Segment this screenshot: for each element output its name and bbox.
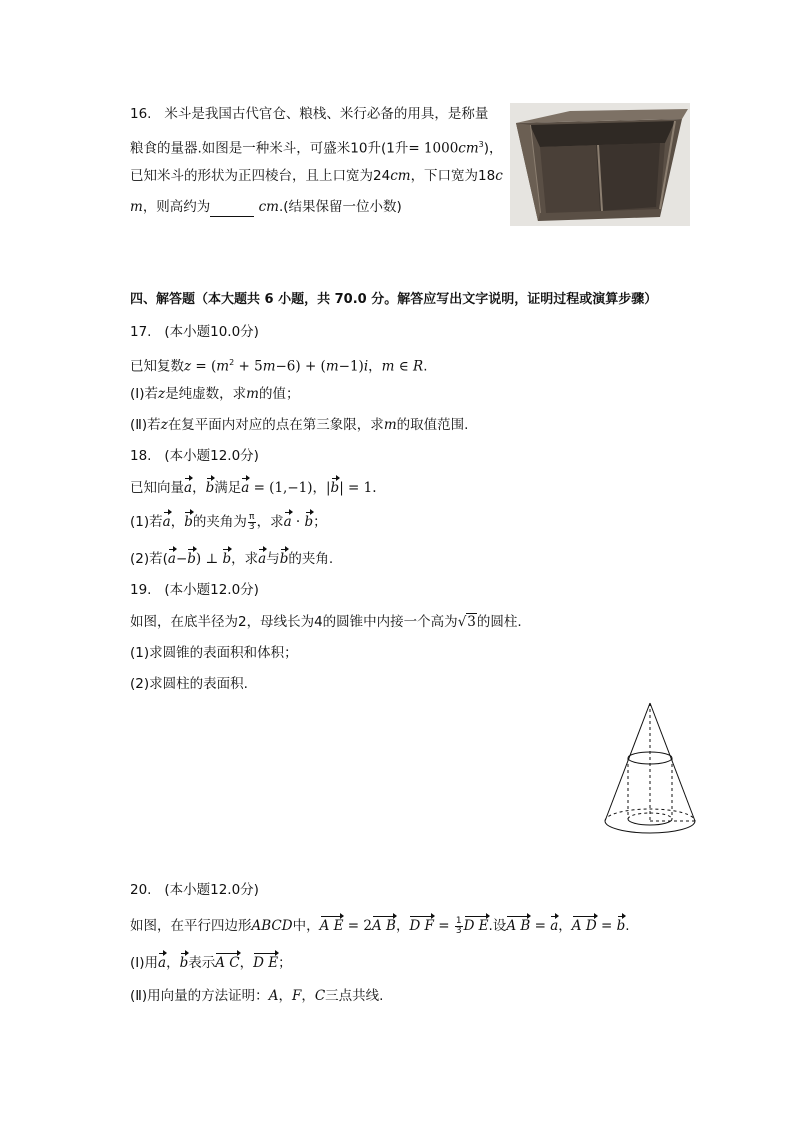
- q16-text-4b: .(结果保留一位小数): [278, 199, 402, 215]
- q20-stem-c: 中，: [292, 918, 320, 934]
- q16-line-1: [130, 104, 488, 124]
- q20-score: (本小题12.0分): [164, 882, 259, 898]
- q18-p2d: ，求: [231, 551, 259, 567]
- q19-header: [130, 580, 259, 600]
- q16-answer-blank[interactable]: [210, 202, 254, 217]
- q20-vec-DF: D F: [409, 918, 434, 934]
- q20-vec-AB2: A B: [506, 918, 531, 934]
- q16-unit-cm: cm: [390, 168, 411, 184]
- q19-score: (本小题12.0分): [164, 582, 259, 598]
- q18-p2-vec-b2: b: [222, 551, 232, 567]
- q17-period: .: [423, 358, 428, 375]
- q20-stem-a: 如图，在平行四边形: [130, 918, 252, 934]
- q18-vec-b: b: [205, 480, 215, 496]
- q20-eq4: =: [596, 918, 617, 934]
- q18-p1d: ，求: [256, 514, 284, 530]
- q20-vec-AE: A E: [319, 918, 344, 934]
- q16-close: )，: [483, 140, 503, 157]
- q17-m1: m: [216, 358, 230, 375]
- q18-p2e: 与: [266, 551, 280, 567]
- q17-p1e: 的值；: [258, 386, 300, 402]
- q17-in: ∈: [394, 358, 414, 375]
- q20-header: [130, 880, 259, 900]
- q17-p2z: z: [160, 417, 168, 433]
- q16-line-4: [130, 197, 402, 217]
- q20-sep2: ，: [558, 918, 572, 934]
- q20-p1e: ；: [278, 955, 292, 971]
- q16-exp: 3: [478, 140, 484, 149]
- q16-unit-c: c: [495, 168, 503, 184]
- q18-p2-minus: −: [175, 551, 188, 567]
- q20-p1-vec-a: a: [158, 955, 167, 971]
- q20-eq1: = 2: [343, 918, 372, 934]
- q18-comma: ，: [192, 480, 206, 496]
- q20-p1d: ，: [239, 955, 254, 971]
- q20-F: F: [291, 988, 302, 1004]
- q16-text-4a: ，则高约为: [142, 199, 211, 215]
- q20-p1-vec-b: b: [179, 955, 189, 971]
- q18-part-1: [130, 512, 327, 532]
- q18-p1-comma: ，: [170, 514, 185, 530]
- q20-p2e: ，: [301, 988, 315, 1004]
- q17-plus5: + 5: [234, 358, 263, 375]
- q18-score: (本小题12.0分): [164, 448, 259, 464]
- q18-p2-vec-a: a: [167, 551, 176, 567]
- q17-m4: m: [381, 358, 395, 375]
- q17-minus1: −1): [338, 358, 364, 375]
- rice-measure-image: [510, 103, 690, 226]
- q20-vec-AB: A B: [371, 918, 396, 934]
- q17-p2a: (Ⅱ)若: [130, 417, 161, 433]
- q16-unit-m: m: [130, 199, 143, 215]
- q20-frac-num: 1: [455, 915, 462, 926]
- q20-A: A: [268, 988, 279, 1004]
- q18-p2a: (2)若(: [130, 551, 168, 567]
- q17-number: 17.: [130, 324, 152, 340]
- q20-set: .设: [488, 918, 507, 934]
- q17-sq: 2: [229, 358, 235, 367]
- q19-stem: [130, 612, 522, 632]
- q18-vec-a: a: [184, 480, 193, 496]
- q18-p2f: 的夹角.: [288, 551, 334, 567]
- q16-line-2: [130, 135, 503, 159]
- q18-p1-vec-a: a: [162, 514, 171, 530]
- q20-p1a: (Ⅰ)用: [130, 955, 159, 971]
- q18-p1-vec-a2: a: [283, 514, 292, 530]
- q20-sep1: ，: [395, 918, 410, 934]
- q17-i: i: [363, 358, 369, 375]
- q20-C: C: [314, 988, 326, 1004]
- q17-p1c: 是纯虚数，求: [165, 386, 247, 402]
- q20-vec-b: b: [616, 918, 626, 934]
- q18-frac-num: π: [249, 511, 255, 522]
- q20-vec-AD: A D: [571, 918, 597, 934]
- q18-stem-a: 已知向量: [130, 480, 184, 496]
- q18-p1c: 的夹角为: [192, 514, 247, 530]
- q19-stem-a: 如图，在底半径为2，母线长为4的圆锥中内接一个高为: [130, 614, 458, 630]
- q17-p1z: z: [158, 386, 166, 402]
- q17-p1m: m: [246, 386, 259, 402]
- q20-p1-vec-AC: A C: [215, 955, 240, 971]
- q17-p1a: (Ⅰ)若: [130, 386, 159, 402]
- q17-header: [130, 322, 259, 342]
- q18-header: [130, 446, 259, 466]
- q20-p1c: 表示: [188, 955, 216, 971]
- q17-comma: ，: [368, 358, 382, 375]
- q18-vec-a2: a: [241, 480, 250, 496]
- q16-line-3: [130, 166, 503, 186]
- q20-part-2: [130, 986, 383, 1006]
- q18-stem-c: 满足: [214, 480, 242, 496]
- q20-part-1: [130, 953, 292, 973]
- q20-p1-vec-DE: D E: [253, 955, 279, 971]
- q20-end: .: [625, 918, 630, 934]
- q20-eq2: =: [433, 918, 454, 934]
- q17-eq: = (: [191, 358, 217, 375]
- q18-part-2: [130, 549, 333, 569]
- q16-text-1: 米斗是我国古代官仓、粮栈、米行必备的用具，是称量: [164, 106, 489, 122]
- q18-p2-vec-b3: b: [279, 551, 289, 567]
- q17-stem: [130, 353, 428, 377]
- q20-frac-den: 3: [455, 925, 462, 936]
- q17-score: (本小题10.0分): [164, 324, 259, 340]
- q20-stem: [130, 916, 630, 936]
- q16-text-3a: 已知米斗的形状为正四棱台，且上口宽为24: [130, 168, 391, 184]
- q20-p2c: ，: [278, 988, 292, 1004]
- q18-frac-den: 3: [248, 521, 255, 532]
- q18-p1-vec-b2: b: [304, 514, 314, 530]
- cone-diagram: [602, 700, 698, 840]
- q20-p2g: 三点共线.: [325, 988, 384, 1004]
- q17-p2c: 在复平面内对应的点在第三象限，求: [167, 417, 384, 433]
- q18-number: 18.: [130, 448, 152, 464]
- q19-radicand: 3: [467, 614, 476, 630]
- q18-p2-vec-a2: a: [258, 551, 267, 567]
- q18-stem: [130, 478, 377, 498]
- q19-part-1: (1)求圆锥的表面积和体积；: [130, 645, 298, 661]
- q17-part-1: [130, 384, 299, 404]
- q20-abcd: ABCD: [251, 918, 293, 934]
- q18-p1-vec-b: b: [184, 514, 193, 530]
- q18-p2-vec-b: b: [187, 551, 196, 567]
- q18-p1f: ；: [313, 514, 327, 530]
- q19-stem-c: 的圆柱.: [476, 614, 522, 630]
- q18-eq: = (1,−1)，|: [249, 480, 331, 496]
- q19-part-2: (2)求圆柱的表面积.: [130, 676, 248, 692]
- q17-p2e: 的取值范围.: [396, 417, 469, 433]
- q16-text-3b: ，下口宽为18: [410, 168, 496, 184]
- q20-vec-a: a: [550, 918, 559, 934]
- q16-unit: cm: [458, 140, 479, 157]
- q17-R: R: [413, 358, 424, 375]
- q20-p2a: (Ⅱ)用向量的方法证明：: [130, 988, 269, 1004]
- q16-eq: = 1000: [408, 140, 459, 157]
- q17-part-2: [130, 415, 468, 435]
- q17-minus6: −6) + (: [275, 358, 326, 375]
- cone-with-inscribed-cylinder: [602, 700, 698, 840]
- q20-vec-DE: D E: [463, 918, 489, 934]
- q16-number: 16.: [130, 106, 152, 122]
- q20-one-third: [455, 917, 463, 936]
- q18-norm: | = 1.: [339, 480, 377, 496]
- q17-z: z: [184, 358, 192, 375]
- q17-m2: m: [262, 358, 276, 375]
- q18-pi-over-3: [248, 513, 256, 532]
- q17-p2m: m: [383, 417, 397, 433]
- q19-number: 19.: [130, 582, 152, 598]
- q18-dot: ·: [291, 514, 305, 530]
- q19-sqrt3: √3: [457, 614, 476, 630]
- q20-p1b: ，: [166, 955, 180, 971]
- q18-perp: ) ⊥: [195, 551, 223, 567]
- section-4-heading: 四、解答题（本大题共 6 小题，共 70.0 分。解答应写出文字说明，证明过程或演算步骤）: [130, 292, 658, 307]
- q18-p1a: (1)若: [130, 514, 163, 530]
- q18-vec-b2: b: [330, 480, 340, 496]
- q17-m3: m: [325, 358, 339, 375]
- q17-stem-text: 已知复数: [130, 358, 184, 375]
- rice-measure-photo: [510, 103, 690, 226]
- q20-eq3: =: [530, 918, 551, 934]
- q16-unit-cm2: cm: [258, 199, 279, 215]
- q16-text-2: 粮食的量器.如图是一种米斗，可盛米10升(1升: [130, 140, 409, 157]
- q20-number: 20.: [130, 882, 152, 898]
